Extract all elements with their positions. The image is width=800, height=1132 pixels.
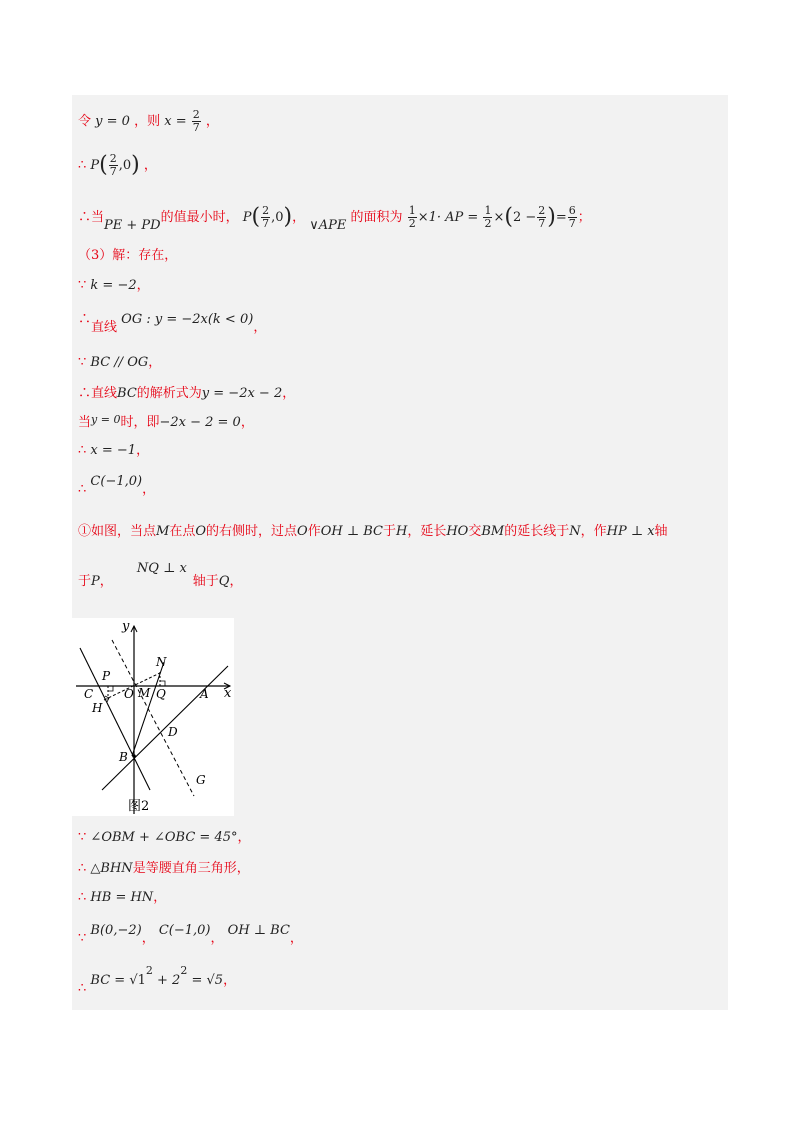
text: 交	[468, 524, 482, 539]
text: ，	[136, 443, 150, 458]
line-18: ∴ BC = $√1^2 + 2^2 = √5$，	[78, 964, 237, 996]
text: ，	[143, 158, 157, 173]
line-og	[112, 640, 194, 796]
math: NQ ⊥ x	[136, 561, 187, 576]
label-x: x	[224, 686, 232, 701]
line-13	[78, 561, 243, 591]
therefore-symbol: ∴	[78, 443, 87, 458]
therefore-symbol: ∴	[78, 210, 92, 225]
text: 轴	[654, 524, 668, 539]
math: ×1· AP =	[417, 210, 479, 225]
therefore-symbol: ∴	[78, 312, 92, 327]
text: 在点	[169, 524, 196, 539]
text: 的解析式为	[136, 386, 202, 401]
math: ∨APE	[309, 218, 347, 233]
line-bc	[80, 648, 150, 790]
therefore-symbol: ∴	[78, 386, 92, 401]
text: ，	[210, 931, 224, 946]
math: −2x − 2 = 0	[159, 415, 241, 430]
fraction: $\frac{2}{7}$	[262, 204, 270, 230]
math: y = −2x − 2	[201, 386, 283, 401]
because-symbol: ∵	[78, 355, 87, 370]
right-angle-icon	[108, 686, 113, 691]
math: ,0	[118, 158, 132, 173]
because-symbol: ∵	[78, 278, 87, 293]
therefore-symbol: ∴	[78, 981, 87, 996]
math: 2 −	[512, 210, 537, 225]
math: x = −1	[90, 443, 137, 458]
line-3: ∴当PE + PD的值最小时， P( $\frac{2}{7}$ ,0)， ∨APE 的面积为 $\frac{1}{2}$ ×1· AP = $\frac{1}{2}$ ×(2 − $\frac{2}{7}$ )= $\frac{6}{7}$ ；	[78, 204, 591, 233]
label-m: M	[138, 686, 151, 700]
text: ，则	[134, 114, 161, 129]
line-15	[78, 860, 250, 878]
line-2: ∴ P( $\frac{2}{7}$ ,0) ，	[78, 152, 157, 178]
text: ，	[99, 574, 113, 589]
figure-2	[72, 618, 234, 816]
text: ，	[282, 386, 296, 401]
math: B(0,−2)	[90, 923, 142, 938]
fraction: $\frac{2}{7}$	[192, 108, 200, 134]
text: 的值最小时，	[160, 210, 239, 225]
line-14	[78, 829, 251, 847]
math: H	[395, 524, 408, 539]
text: 于	[382, 524, 396, 539]
text: ，	[223, 973, 237, 988]
math: P	[91, 574, 100, 589]
text: 当	[91, 210, 105, 225]
math: =	[555, 210, 567, 225]
text: 直线	[91, 320, 118, 335]
fraction: $\frac{1}{2}$	[408, 204, 416, 230]
math: Q	[218, 574, 230, 589]
math: BC = √	[90, 973, 138, 988]
fraction: $\frac{2}{7}$	[109, 152, 117, 178]
math: + 2	[157, 973, 181, 988]
solution-document	[72, 95, 728, 1010]
math: C(−1,0)	[90, 474, 143, 489]
math: HP ⊥ x	[606, 524, 655, 539]
line-6	[78, 311, 267, 335]
math: OG : y = −2x(k < 0)	[121, 312, 254, 327]
text: 的延长线于	[504, 524, 570, 539]
text: ，	[136, 278, 150, 293]
math: P	[242, 210, 252, 225]
point-b	[132, 754, 136, 758]
because-symbol: ∵	[78, 830, 87, 845]
text: ，	[289, 931, 303, 946]
text: ，	[205, 114, 219, 129]
text: ，	[237, 830, 251, 845]
math: HO	[446, 524, 469, 539]
math: OH ⊥ BC	[320, 524, 383, 539]
fraction: $\frac{6}{7}$	[568, 204, 576, 230]
math: O	[195, 524, 207, 539]
math: BC // OG	[90, 355, 149, 370]
text: ；	[577, 210, 591, 225]
line-5	[78, 277, 150, 295]
text: 当	[78, 415, 92, 430]
label-c: C	[84, 687, 94, 701]
text: ，	[153, 890, 167, 905]
right-angle-icon	[160, 681, 165, 686]
line-17	[78, 922, 303, 946]
text: 的面积为	[350, 210, 403, 225]
label-a: A	[200, 687, 209, 701]
label-d: D	[168, 725, 178, 739]
math: y = 0	[95, 114, 130, 129]
fraction: $\frac{2}{7}$	[538, 204, 546, 230]
math: OH ⊥ BC	[227, 923, 290, 938]
fraction: $\frac{1}{2}$	[484, 204, 492, 230]
label-q: Q	[156, 687, 166, 701]
line-11	[78, 473, 156, 497]
text: ，	[148, 355, 162, 370]
text: 是等腰直角三角形，	[132, 861, 250, 876]
text: ，作	[580, 524, 607, 539]
figure-caption: 图2	[128, 799, 150, 814]
line-4: （3）解：存在，	[78, 248, 178, 263]
math: O	[297, 524, 308, 539]
line-16	[78, 889, 166, 907]
math: k = −2	[90, 278, 137, 293]
line-10	[78, 442, 149, 460]
text: ，	[253, 320, 267, 335]
math: BC	[117, 386, 137, 401]
math: 1	[137, 973, 146, 988]
therefore-symbol: ∴	[78, 890, 87, 905]
math: P	[90, 158, 100, 173]
math: △BHN	[90, 861, 133, 876]
line-7	[78, 354, 161, 372]
label-y: y	[122, 619, 130, 634]
math: M	[156, 524, 170, 539]
label-o: O	[124, 687, 134, 701]
text: ，延长	[407, 524, 447, 539]
math: ,0	[271, 210, 284, 225]
text: 令	[78, 114, 92, 129]
text: ，	[229, 574, 243, 589]
text: 轴于	[192, 574, 219, 589]
text: 时，即	[120, 415, 160, 430]
text: 直线	[91, 386, 118, 401]
coordinate-diagram	[72, 618, 234, 816]
math: ∠OBM + ∠OBC = 45°	[90, 830, 238, 845]
math: C(−1,0)	[158, 923, 211, 938]
text: ，	[292, 210, 306, 225]
text: 作	[307, 524, 321, 539]
text: 的右侧时，过点	[206, 524, 298, 539]
math: = √5	[191, 973, 224, 988]
therefore-symbol: ∴	[78, 482, 87, 497]
line-8	[78, 385, 295, 403]
text: ，	[142, 482, 156, 497]
math: BM	[481, 524, 505, 539]
math: PE + PD	[104, 218, 161, 233]
label-h: H	[92, 701, 103, 715]
label-p: P	[102, 669, 111, 683]
line-1	[78, 109, 219, 134]
text: ，	[240, 415, 254, 430]
text: ，	[141, 931, 155, 946]
math: N	[569, 524, 581, 539]
math: y = 0	[91, 413, 121, 426]
line-12	[78, 523, 668, 541]
label-b: B	[119, 750, 128, 764]
math: x =	[164, 114, 187, 129]
therefore-symbol: ∴	[78, 861, 87, 876]
because-symbol: ∵	[78, 931, 87, 946]
line-9	[78, 414, 254, 432]
text: ①如图，当点	[78, 524, 157, 539]
label-g: G	[196, 773, 206, 787]
text: 于	[78, 574, 92, 589]
therefore-symbol: ∴	[78, 158, 87, 173]
math: ×	[493, 210, 505, 225]
label-n: N	[156, 655, 167, 669]
math: HB = HN	[90, 890, 154, 905]
